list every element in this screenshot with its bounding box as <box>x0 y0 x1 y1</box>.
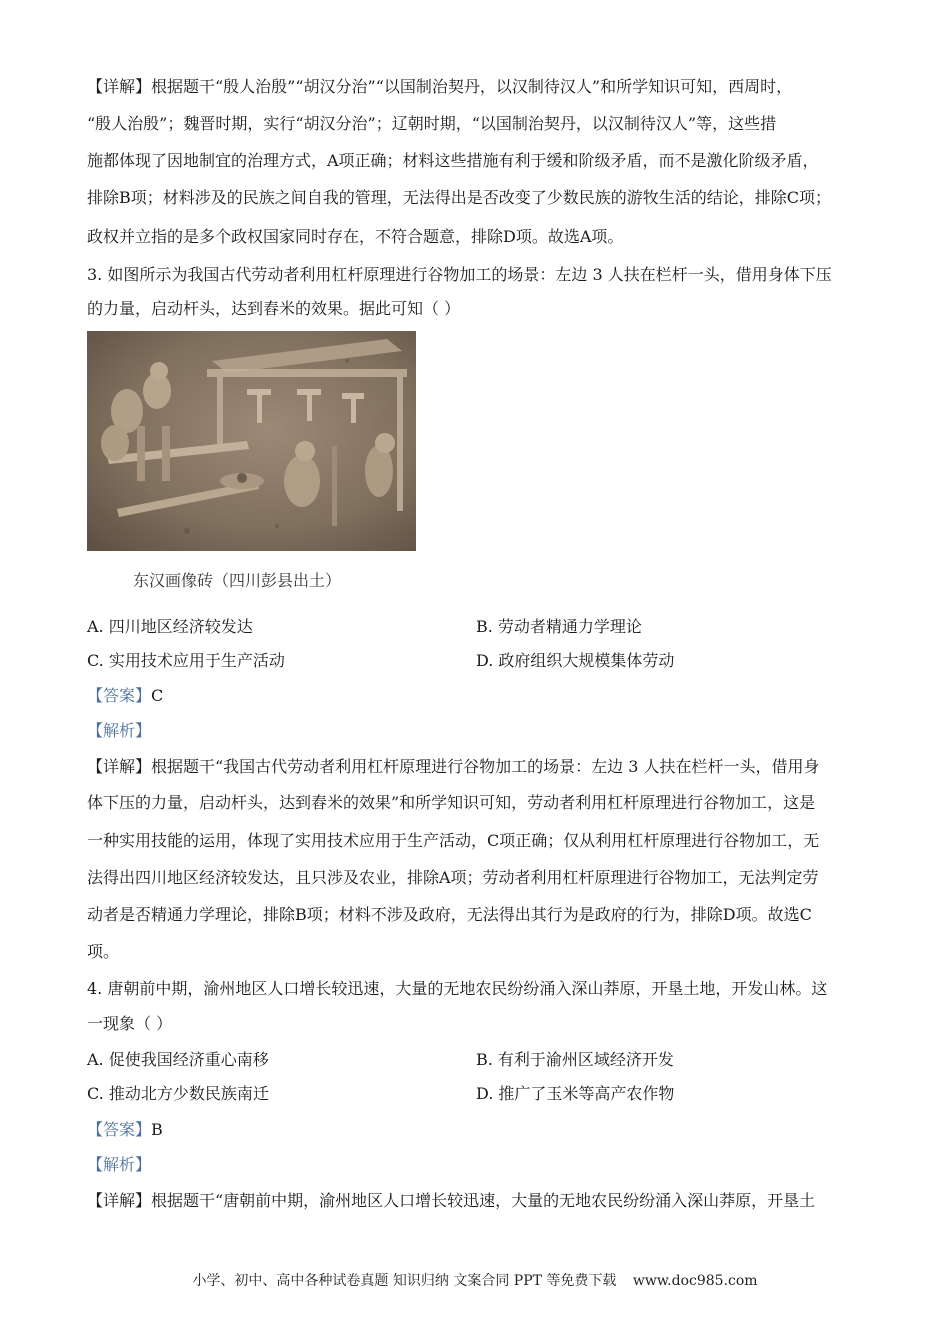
answer-value: B <box>151 1120 163 1139</box>
q4-option-d: D. 推广了玉米等高产农作物 <box>476 1084 675 1103</box>
q3-stem-line-2: 的力量，启动杆头，达到舂米的效果。据此可知（ ） <box>87 299 461 318</box>
relief-brick-image <box>87 331 416 551</box>
q3-detail-line-1: 【详解】根据题干“我国古代劳动者利用杠杆原理进行谷物加工的场景：左边 3 人扶在栏杆一头，借用身 <box>87 757 820 776</box>
q4-option-c: C. 推动北方少数民族南迁 <box>87 1084 269 1103</box>
answer-value: C <box>151 686 164 705</box>
q2-detail-line-5: 政权并立指的是多个政权国家同时存在，不符合题意，排除D项。故选A项。 <box>87 227 624 246</box>
q4-option-b: B. 有利于渝州区域经济开发 <box>476 1050 674 1069</box>
q3-analysis-tag: 【解析】 <box>87 721 152 740</box>
answer-tag: 【答案】 <box>87 1120 152 1139</box>
figure-caption: 东汉画像砖（四川彭县出土） <box>133 571 342 590</box>
q4-option-a: A. 促使我国经济重心南移 <box>87 1050 269 1069</box>
footer-text: 小学、初中、高中各种试卷真题 知识归纳 文案合同 PPT 等免费下载 <box>192 1273 617 1289</box>
q2-detail-line-4: 排除B项；材料涉及的民族之间自我的管理，无法得出是否改变了少数民族的游牧生活的结论，排除C项； <box>87 188 832 207</box>
q3-option-d: D. 政府组织大规模集体劳动 <box>476 651 675 670</box>
q3-stem-line-1: 3. 如图所示为我国古代劳动者利用杠杆原理进行谷物加工的场景：左边 3 人扶在栏杆一头，借用身体下压 <box>87 265 832 284</box>
q3-detail-line-6: 项。 <box>87 942 120 961</box>
q2-detail-line-2: “殷人治殷”；魏晋时期，实行“胡汉分治”；辽朝时期，“以国制治契丹，以汉制待汉人”等，这些措 <box>87 114 777 133</box>
q3-detail-line-4: 法得出四川地区经济较发达，且只涉及农业，排除A项；劳动者利用杠杆原理进行谷物加工，无法判定劳 <box>87 868 819 887</box>
answer-tag: 【答案】 <box>87 686 152 705</box>
q3-detail-line-2: 体下压的力量，启动杆头，达到舂米的效果”和所学知识可知，劳动者利用杠杆原理进行谷物加工，这是 <box>87 793 816 812</box>
q4-stem-line-2: 一现象（ ） <box>87 1014 173 1033</box>
q3-detail-line-3: 一种实用技能的运用，体现了实用技术应用于生产活动，C项正确；仅从利用杠杆原理进行谷物加工，无 <box>87 831 820 850</box>
q3-answer <box>87 685 163 707</box>
q3-detail-line-5: 动者是否精通力学理论，排除B项；材料不涉及政府，无法得出其行为是政府的行为，排除D项。故选C <box>87 905 812 924</box>
q4-detail-line-1: 【详解】根据题干“唐朝前中期，渝州地区人口增长较迅速，大量的无地农民纷纷涌入深山莽原，开垦土 <box>87 1191 816 1210</box>
q3-option-c: C. 实用技术应用于生产活动 <box>87 651 285 670</box>
footer-link[interactable]: www.doc985.com <box>632 1273 758 1289</box>
q3-option-a: A. 四川地区经济较发达 <box>87 617 253 636</box>
q4-answer <box>87 1119 163 1141</box>
q3-option-b: B. 劳动者精通力学理论 <box>476 617 642 636</box>
q4-stem-line-1: 4. 唐朝前中期，渝州地区人口增长较迅速，大量的无地农民纷纷涌入深山莽原，开垦土地，开发山林。这 <box>87 979 828 998</box>
q2-detail-line-1: 【详解】根据题干“殷人治殷”“胡汉分治”“以国制治契丹，以汉制待汉人”和所学知识可知，西周时， <box>87 77 793 96</box>
page-footer <box>0 1270 950 1290</box>
q2-detail-line-3: 施都体现了因地制宜的治理方式，A项正确；材料这些措施有利于缓和阶级矛盾，而不是激化阶级矛盾， <box>87 151 819 170</box>
q4-analysis-tag: 【解析】 <box>87 1155 152 1174</box>
